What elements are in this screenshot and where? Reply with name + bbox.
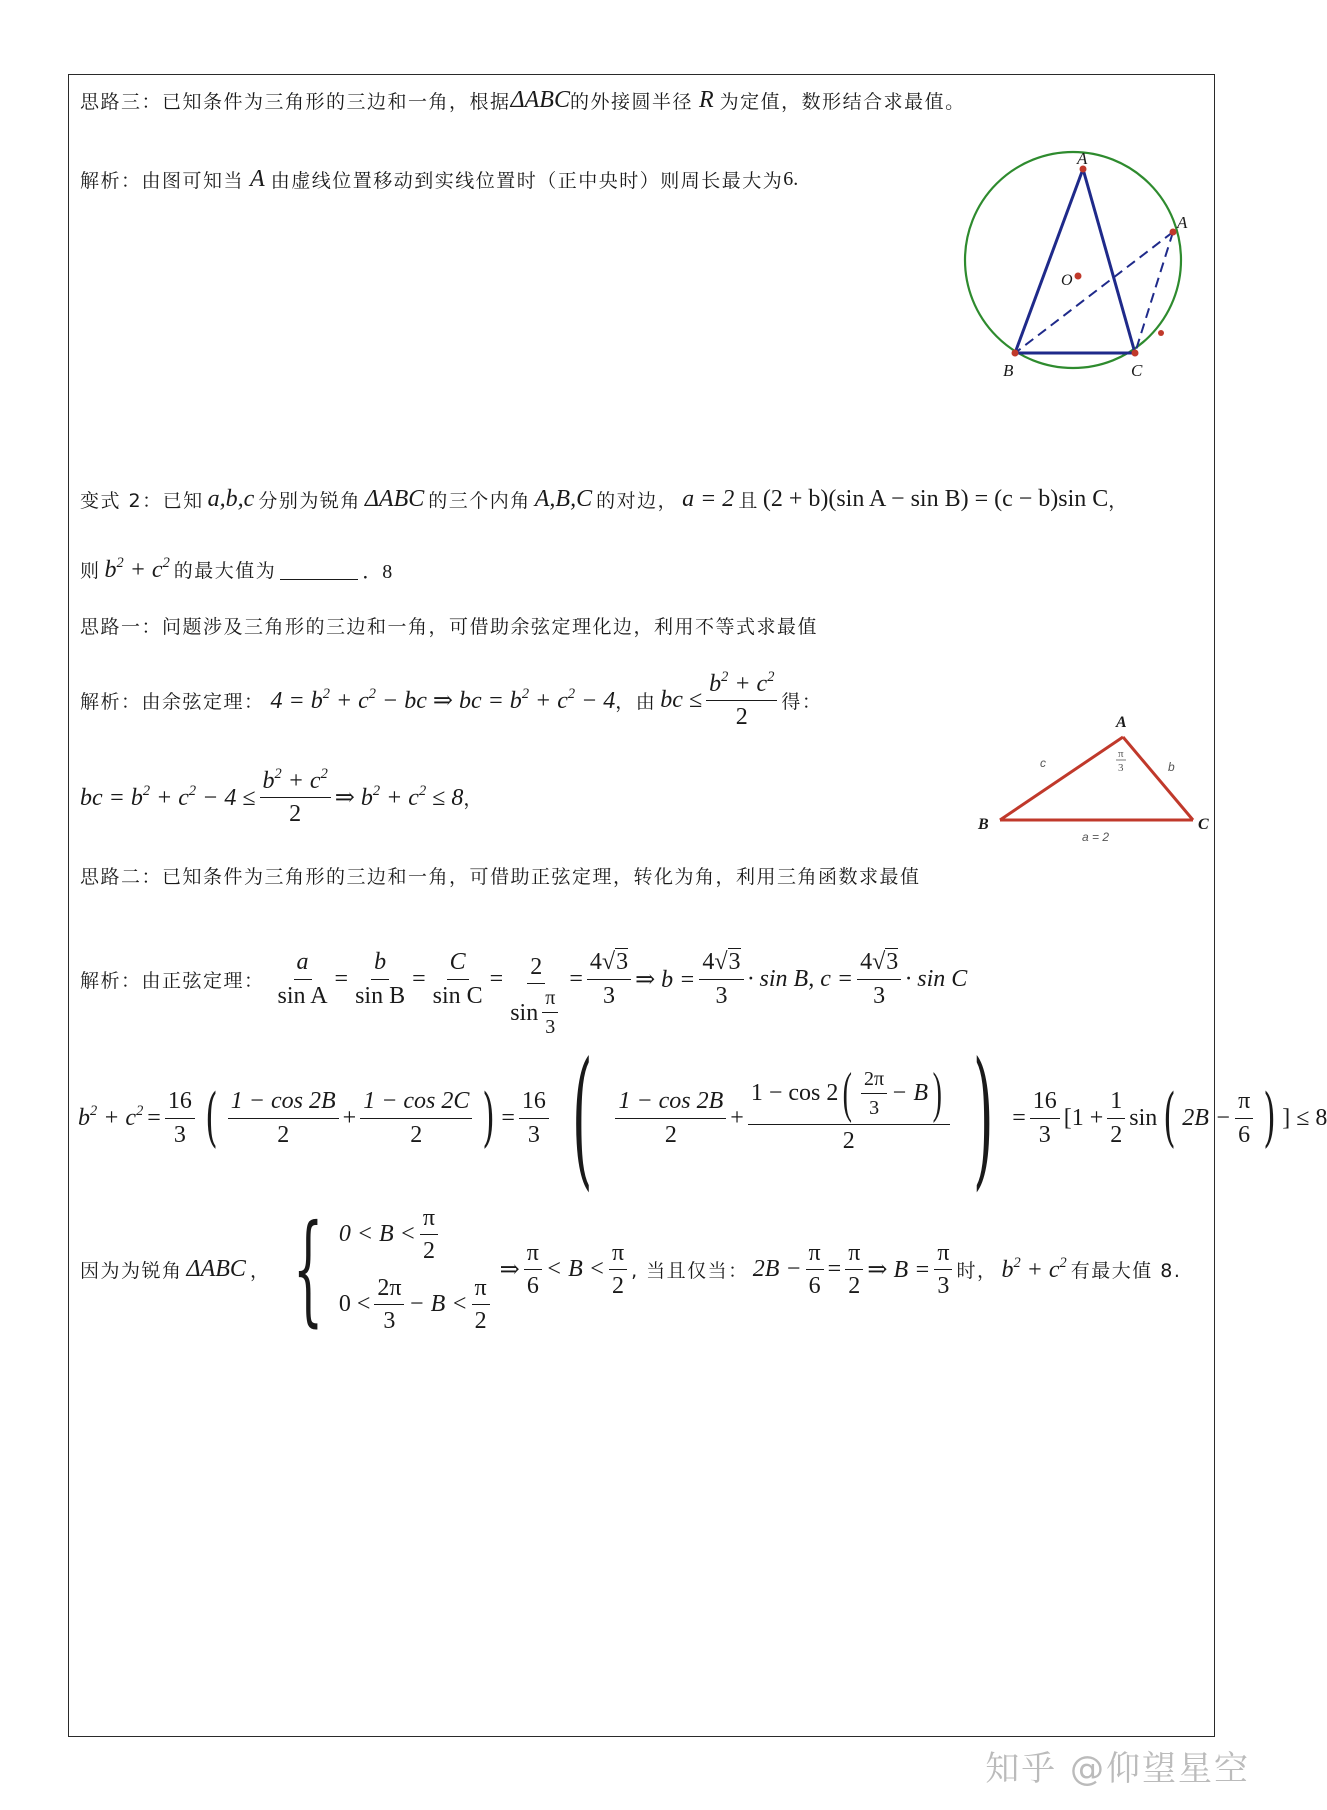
label-C: C <box>1131 361 1143 380</box>
point-A-right <box>1170 229 1177 236</box>
point-O <box>1075 273 1082 280</box>
label-O: O <box>1061 272 1073 289</box>
circumcircle <box>965 152 1181 368</box>
analysis2-line: 解析： 由余弦定理： $4 = b^2 + c^2$ − bc ⇒ bc = $b^2 + c^2 - 4$ ，由 bc ≤ $\frac{b^2 + c^2}{2}$ 得： <box>80 669 823 731</box>
analysis1-line: 解析： 由图可知当 A 由虚线位置移动到实线位置时（正中央时）则周长最大为 6. <box>80 166 799 192</box>
side-c-label: c <box>1040 756 1046 770</box>
fraction: $\frac{b^2 + c^2}{2}$ <box>706 670 777 731</box>
point-B <box>1012 350 1019 357</box>
side-b-label: b <box>1168 760 1175 774</box>
idea3-line: 思路三： 已知条件为三角形的三边和一角，根据 ΔABC 的外接圆半径 R 为定值，数形结合求最值。 <box>80 87 966 113</box>
condition-system: 0 < B < $\frac{\pi}{2}$ 0 < $\frac{2\pi}{3}$ − B < $\frac{\pi}{2}$ <box>339 1205 494 1335</box>
expansion-line: $b^2 + c^2$ = $\frac{16}{3}$ ( $\frac{1 - \cos 2B}{2}$ + $\frac{1 - \cos 2C}{2}$ ) = $\frac{16}{3}$ ( $\frac{1 - \cos 2B}{2}$ + 1 − cos 2 ( $\frac{2\pi}{3}$ − B ) 2 ) = $\frac{16}{3}$ [1 + $\frac{1}{2}$ sin ( 2B − $\frac{\pi}{6}$ ) ] ≤ 8 <box>78 1031 1327 1205</box>
circumcircle-diagram <box>965 150 1215 390</box>
vertex-B: B <box>978 816 989 833</box>
point-C <box>1132 350 1139 357</box>
side-b <box>1123 737 1193 820</box>
analysis3-line: 解析： 由正弦定理： $\frac{a}{\text{sin A}}$ = $\frac{b}{\text{sin B}}$ = $\frac{C}{\text{sin C}}$ = 2 sin $\frac{\pi}{3}$ = $\frac{4√3}{3}$ ⇒ b = $\frac{4√3}{3}$ · sin B, c = $\frac{4√3}{3}$ · sin C <box>80 949 968 1039</box>
variant2-line: 变式 2： 已知 a,b,c 分别为锐角 ΔABC 的三个内角 A,B,C 的对边， a = 2 且 (2 + b)(sin A − sin B) = (c − b)sin C ， <box>80 486 1129 512</box>
conclusion-line: 因为为锐角 ΔABC ， { 0 < B < $\frac{\pi}{2}$ 0 < $\frac{2\pi}{3}$ − B < $\frac{\pi}{2}$ ⇒ $\frac{\pi}{6}$ < B < $\frac{\pi}{2}$ , 当且仅当： 2B − $\frac{\pi}{6}$ = $\frac{\pi}{2}$ ⇒ B = $\frac{\pi}{3}$ 时， $b^2 + c^2$ 有最大值 8. <box>80 1199 1182 1339</box>
side-a-label: a = 2 <box>1082 830 1110 844</box>
vertex-C: C <box>1198 816 1209 833</box>
dashed-AC <box>1135 232 1173 353</box>
analysis2-line2: bc = $b^2 + c^2 - 4$ ≤ $\frac{b^2 + c^2}{2}$ ⇒ $b^2 + c^2 \le 8$ ， <box>80 766 484 828</box>
edge-AB <box>1015 169 1083 353</box>
answer-blank <box>280 560 358 580</box>
label-A-right: A <box>1177 213 1188 232</box>
angle-den: 3 <box>1118 762 1124 774</box>
variant2-label: 变式 2： <box>80 490 163 512</box>
label-B: B <box>1003 361 1014 380</box>
label-A-top: A <box>1077 149 1088 168</box>
triangle-diagram <box>960 705 1215 850</box>
point-extra <box>1158 330 1164 336</box>
idea3-label: 思路三： <box>80 91 163 113</box>
idea1-line: 思路一： 问题涉及三角形的三边和一角，可借助余弦定理化边，利用不等式求最值 <box>80 616 819 638</box>
side-c <box>1000 737 1123 820</box>
edge-AC <box>1083 169 1135 353</box>
watermark: 知乎 @仰望星空 <box>985 1749 1250 1789</box>
fraction: $\frac{b^2 + c^2}{2}$ <box>260 767 331 828</box>
idea2-line: 思路二： 已知条件为三角形的三边和一角，可借助正弦定理，转化为角，利用三角函数求最值 <box>80 866 921 888</box>
vertex-A: A <box>1116 714 1127 731</box>
variant2-question: 则 $b^2 + c^2$ 的最大值为 ．8 <box>80 555 393 584</box>
angle-num: π <box>1118 748 1124 760</box>
